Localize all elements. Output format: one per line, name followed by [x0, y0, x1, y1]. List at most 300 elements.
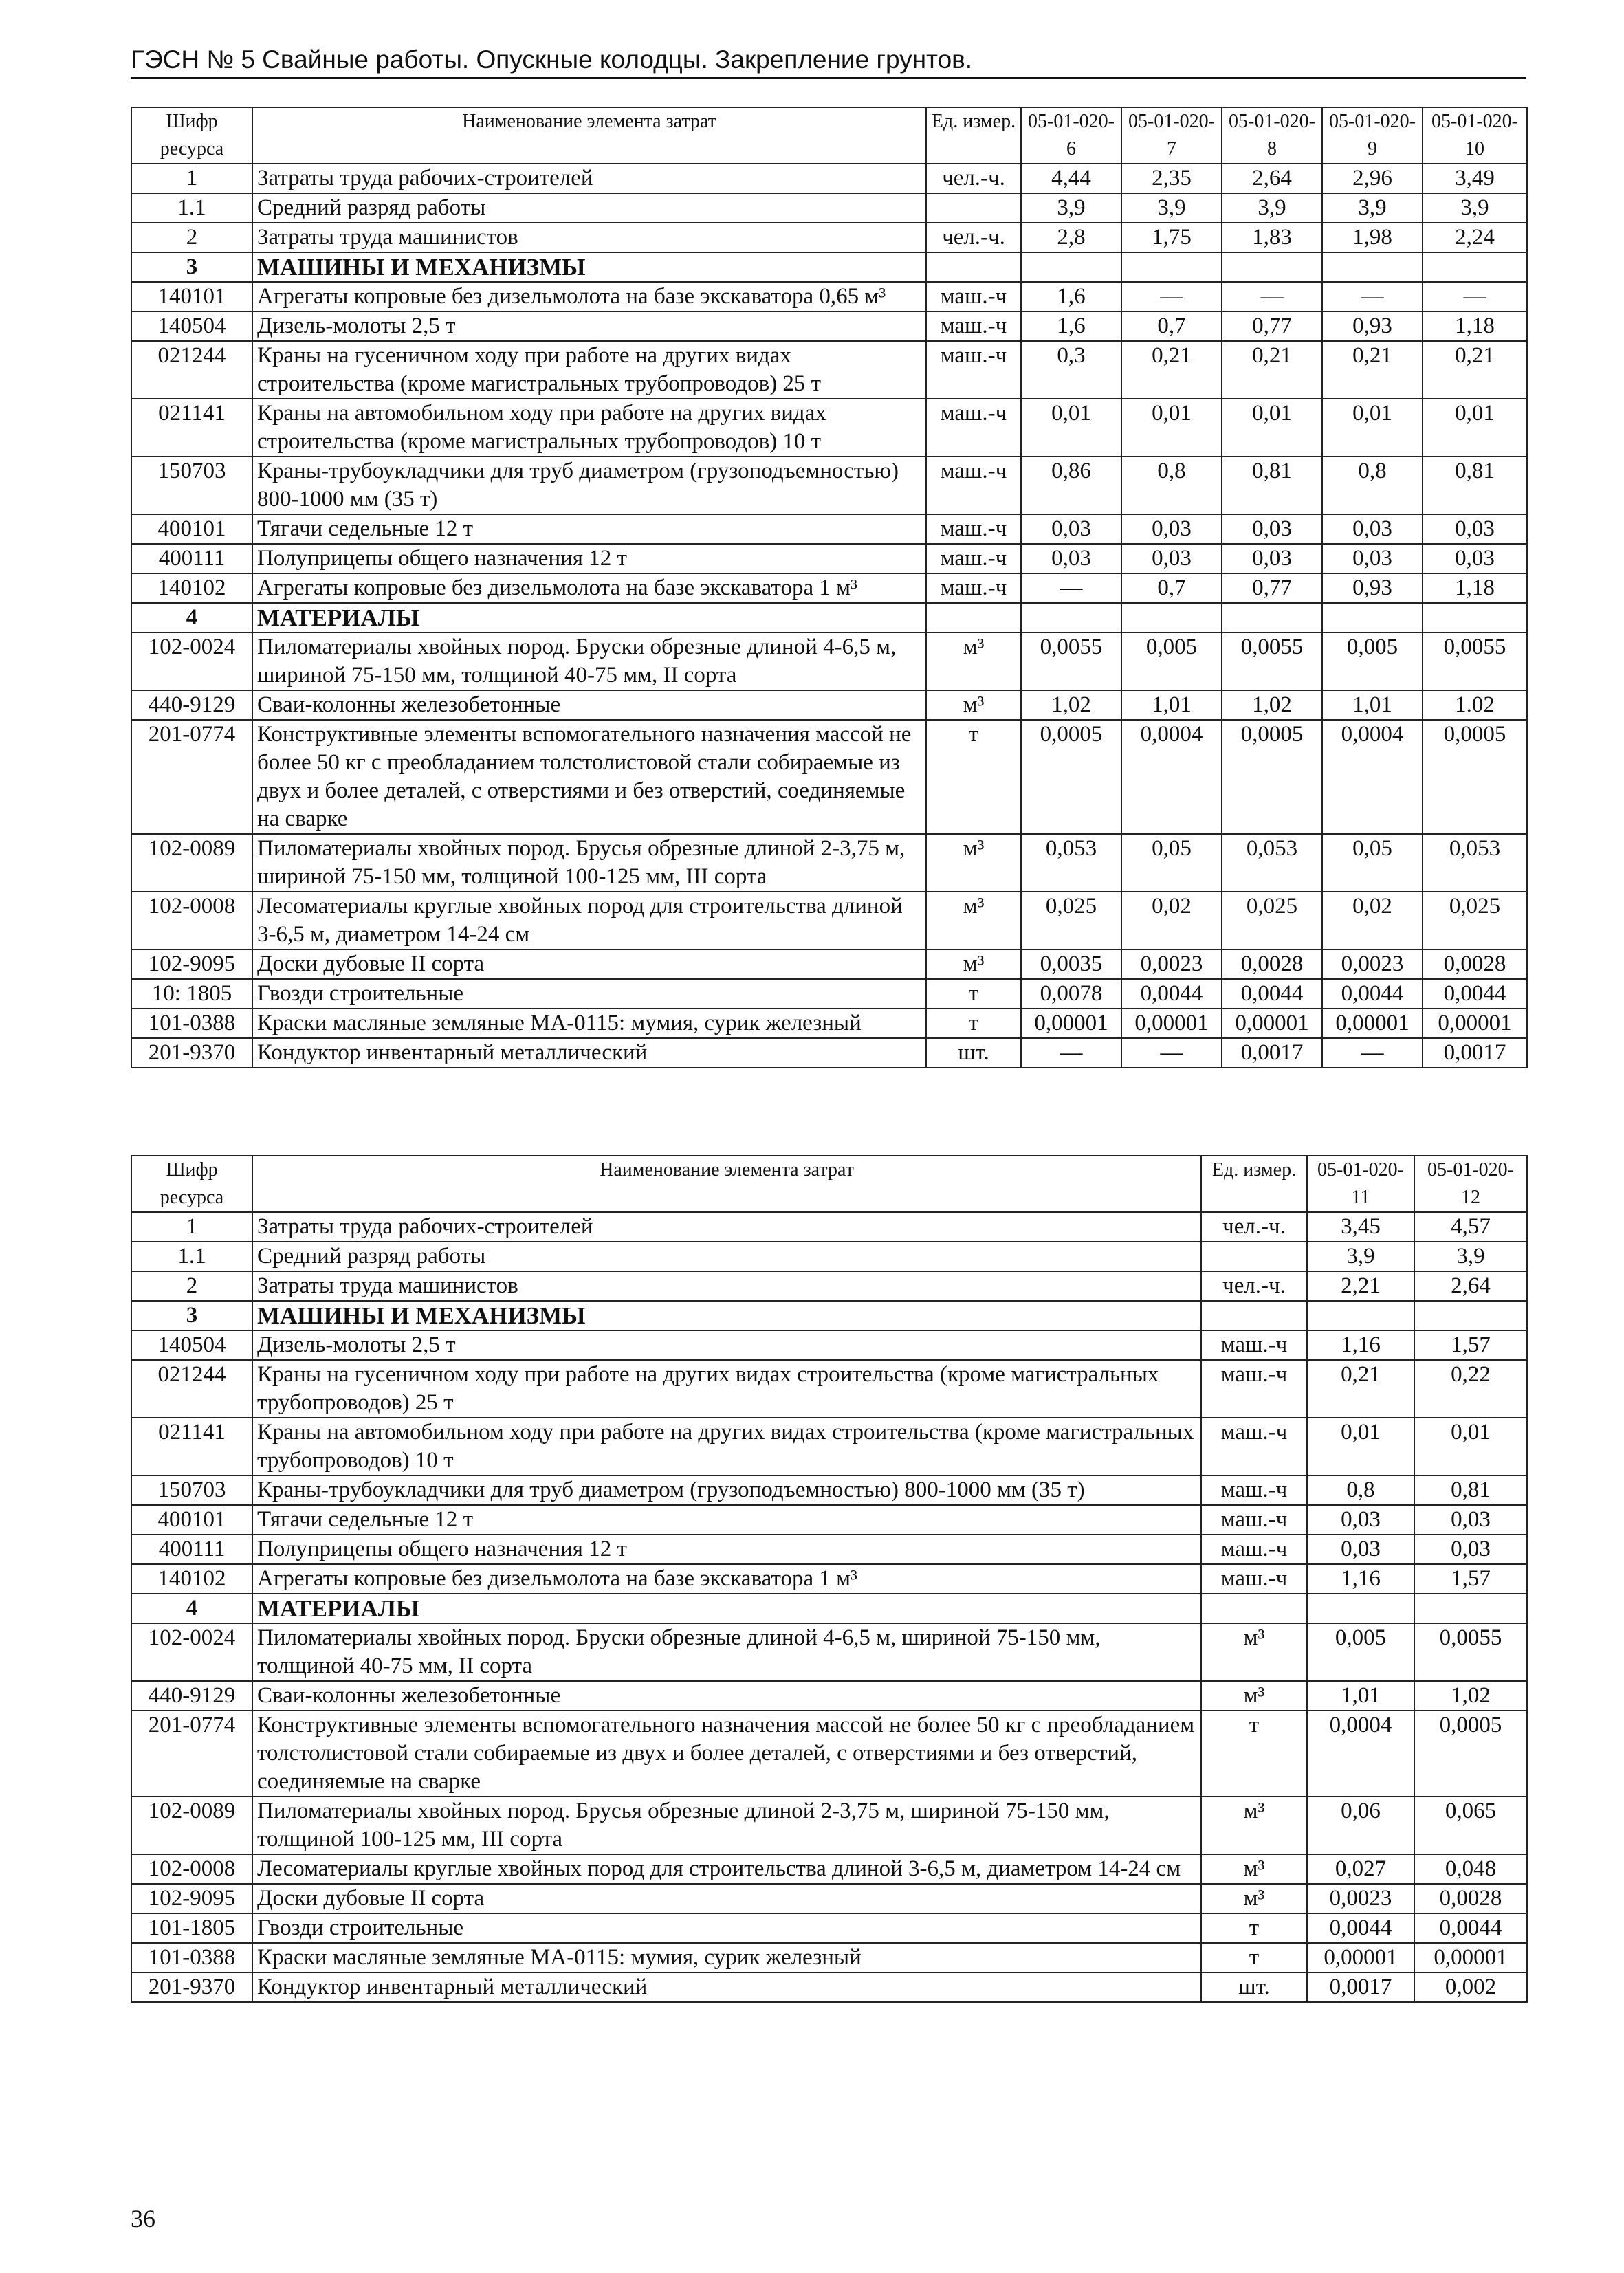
value-cell: 0,0028	[1414, 1884, 1527, 1913]
resource-code: 400111	[131, 1535, 252, 1564]
value-cell: 0,01	[1222, 399, 1322, 457]
resource-code: 102-0089	[131, 1797, 252, 1854]
unit-cell: маш.-ч	[926, 544, 1021, 573]
resource-code: 400101	[131, 1505, 252, 1535]
resource-code: 140504	[131, 1330, 252, 1360]
header-code: Шифр ресурса	[131, 1156, 252, 1212]
resource-code: 021141	[131, 399, 252, 457]
unit-cell: маш.-ч	[1201, 1330, 1307, 1360]
value-cell: 0,00001	[1423, 1009, 1527, 1038]
value-cell: 0,7	[1121, 311, 1222, 341]
value-cell: 0,0023	[1307, 1884, 1414, 1913]
resource-code: 1	[131, 164, 252, 193]
value-cell: 0,03	[1222, 514, 1322, 544]
value-cell: 0,3	[1021, 341, 1121, 399]
value-cell: 0,93	[1322, 311, 1423, 341]
resource-code: 102-0024	[131, 1623, 252, 1681]
cost-item-name: Доски дубовые II сорта	[252, 1884, 1201, 1913]
table-row	[131, 1418, 1527, 1475]
resource-code: 021244	[131, 1360, 252, 1418]
table-row	[131, 834, 1527, 892]
cost-item-name: Пиломатериалы хвойных пород. Брусья обрезные длиной 2-3,75 м, шириной 75-150 мм, толщиной 100-125 мм, III сорта	[252, 1797, 1201, 1854]
table-row	[131, 979, 1527, 1009]
value-cell: 0,01	[1423, 399, 1527, 457]
unit-cell: маш.-ч	[1201, 1535, 1307, 1564]
unit-cell: м³	[926, 949, 1021, 979]
value-cell: 1,01	[1307, 1681, 1414, 1711]
value-cell: 0,03	[1222, 544, 1322, 573]
value-cell: 4,57	[1414, 1212, 1527, 1242]
unit-cell: маш.-ч	[1201, 1475, 1307, 1505]
value-cell: 0,0005	[1414, 1711, 1527, 1797]
value-cell: 0,21	[1307, 1360, 1414, 1418]
table-row	[131, 1038, 1527, 1068]
value-cell: 0,0044	[1414, 1913, 1527, 1943]
unit-cell: м³	[1201, 1854, 1307, 1884]
value-cell: 0,0023	[1121, 949, 1222, 979]
table-row	[131, 1212, 1527, 1242]
unit-cell: т	[1201, 1913, 1307, 1943]
value-cell: 0,01	[1021, 399, 1121, 457]
cost-item-name: Тягачи седельные 12 т	[252, 514, 926, 544]
table-row	[131, 1854, 1527, 1884]
resource-code: 150703	[131, 1475, 252, 1505]
unit-cell: т	[1201, 1943, 1307, 1973]
value-cell: 1,75	[1121, 223, 1222, 252]
resource-code: 3	[131, 1301, 252, 1330]
table-row	[131, 949, 1527, 979]
value-cell: 0,0028	[1423, 949, 1527, 979]
cost-item-name: Гвозди строительные	[252, 1913, 1201, 1943]
cost-item-name: Доски дубовые II сорта	[252, 949, 926, 979]
value-cell: 0,8	[1322, 457, 1423, 514]
resource-code: 201-0774	[131, 720, 252, 834]
value-cell: 0,0055	[1414, 1623, 1527, 1681]
cost-item-name: Кондуктор инвентарный металлический	[252, 1038, 926, 1068]
value-cell: 3,9	[1021, 193, 1121, 223]
unit-cell: чел.-ч.	[1201, 1271, 1307, 1301]
header-col: 05-01-020-7	[1121, 107, 1222, 164]
value-cell: 1,18	[1423, 573, 1527, 603]
value-cell: 0,03	[1121, 544, 1222, 573]
table-row	[131, 1475, 1527, 1505]
resource-code: 102-0089	[131, 834, 252, 892]
table-row	[131, 603, 1527, 633]
value-cell: 1,6	[1021, 282, 1121, 311]
cost-item-name: МАТЕРИАЛЫ	[252, 1594, 1201, 1623]
value-cell: 0,0005	[1423, 720, 1527, 834]
table-row	[131, 544, 1527, 573]
value-cell: 0,06	[1307, 1797, 1414, 1854]
header-name: Наименование элемента затрат	[252, 107, 926, 164]
unit-cell: чел.-ч.	[926, 164, 1021, 193]
value-cell: 0,01	[1307, 1418, 1414, 1475]
resource-code: 2	[131, 1271, 252, 1301]
value-cell	[1414, 1594, 1527, 1623]
value-cell: 1,02	[1414, 1681, 1527, 1711]
value-cell: 0,0055	[1222, 633, 1322, 690]
cost-item-name: Затраты труда рабочих-строителей	[252, 164, 926, 193]
unit-cell: м³	[926, 633, 1021, 690]
value-cell: 0,81	[1414, 1475, 1527, 1505]
resource-code: 1	[131, 1212, 252, 1242]
resource-code: 150703	[131, 457, 252, 514]
value-cell: 0,0044	[1307, 1913, 1414, 1943]
table-row	[131, 1623, 1527, 1681]
cost-item-name: Краски масляные земляные МА-0115: мумия, сурик железный	[252, 1943, 1201, 1973]
table-row	[131, 1301, 1527, 1330]
table-row	[131, 720, 1527, 834]
value-cell: 2,21	[1307, 1271, 1414, 1301]
value-cell: 0,0035	[1021, 949, 1121, 979]
unit-cell: м³	[1201, 1884, 1307, 1913]
value-cell: —	[1121, 282, 1222, 311]
value-cell: 3,9	[1307, 1242, 1414, 1271]
table-row	[131, 341, 1527, 399]
unit-cell: маш.-ч	[1201, 1564, 1307, 1594]
resource-code: 2	[131, 223, 252, 252]
value-cell: 0,00001	[1121, 1009, 1222, 1038]
value-cell: 1,01	[1322, 690, 1423, 720]
unit-cell: чел.-ч.	[926, 223, 1021, 252]
value-cell: 0,86	[1021, 457, 1121, 514]
unit-cell	[926, 252, 1021, 282]
value-cell: 0,025	[1021, 892, 1121, 949]
cost-item-name: Краны на автомобильном ходу при работе на других видах строительства (кроме магистральных трубопроводов) 10 т	[252, 1418, 1201, 1475]
unit-cell: т	[926, 720, 1021, 834]
value-cell: 0,03	[1021, 544, 1121, 573]
value-cell: 0,01	[1414, 1418, 1527, 1475]
cost-item-name: Сваи-колонны железобетонные	[252, 690, 926, 720]
cost-item-name: МАТЕРИАЛЫ	[252, 603, 926, 633]
value-cell: 0,21	[1222, 341, 1322, 399]
value-cell: 0,025	[1423, 892, 1527, 949]
value-cell: 0,0044	[1322, 979, 1423, 1009]
value-cell: 3,49	[1423, 164, 1527, 193]
value-cell: 1,98	[1322, 223, 1423, 252]
table-row	[131, 457, 1527, 514]
value-cell: 0,0005	[1222, 720, 1322, 834]
value-cell: 0,05	[1322, 834, 1423, 892]
value-cell: 0,0004	[1307, 1711, 1414, 1797]
unit-cell: маш.-ч	[926, 399, 1021, 457]
resource-code: 4	[131, 603, 252, 633]
cost-item-name: Агрегаты копровые без дизельмолота на базе экскаватора 1 м³	[252, 573, 926, 603]
value-cell: 0,03	[1423, 544, 1527, 573]
unit-cell: маш.-ч	[926, 514, 1021, 544]
table-row	[131, 1242, 1527, 1271]
header-col: 05-01-020-11	[1307, 1156, 1414, 1212]
table-row	[131, 1271, 1527, 1301]
value-cell: 0,053	[1222, 834, 1322, 892]
unit-cell: маш.-ч	[926, 282, 1021, 311]
value-cell: 0,0005	[1021, 720, 1121, 834]
table-row	[131, 1797, 1527, 1854]
value-cell: 1,18	[1423, 311, 1527, 341]
resource-code: 3	[131, 252, 252, 282]
value-cell: 3,9	[1322, 193, 1423, 223]
table-row	[131, 399, 1527, 457]
value-cell: 1,57	[1414, 1330, 1527, 1360]
unit-cell	[1201, 1242, 1307, 1271]
value-cell: 0,0055	[1021, 633, 1121, 690]
resource-code: 440-9129	[131, 1681, 252, 1711]
value-cell: 0,053	[1423, 834, 1527, 892]
header-col: 05-01-020-6	[1021, 107, 1121, 164]
value-cell: 1,57	[1414, 1564, 1527, 1594]
resource-code: 10: 1805	[131, 979, 252, 1009]
value-cell	[1222, 603, 1322, 633]
table-row	[131, 1594, 1527, 1623]
value-cell: —	[1222, 282, 1322, 311]
value-cell: 0,00001	[1322, 1009, 1423, 1038]
unit-cell: маш.-ч	[926, 573, 1021, 603]
value-cell: 0,21	[1423, 341, 1527, 399]
value-cell: 0,01	[1322, 399, 1423, 457]
value-cell: 0,053	[1021, 834, 1121, 892]
value-cell: 0,03	[1414, 1505, 1527, 1535]
table-row	[131, 1711, 1527, 1797]
resource-code: 140504	[131, 311, 252, 341]
value-cell: 0,21	[1121, 341, 1222, 399]
cost-item-name: Пиломатериалы хвойных пород. Бруски обрезные длиной 4-6,5 м, шириной 75-150 мм, толщиной 40-75 мм, II сорта	[252, 1623, 1201, 1681]
resource-code: 201-9370	[131, 1973, 252, 2002]
cost-item-name: Полуприцепы общего назначения 12 т	[252, 544, 926, 573]
value-cell: 0,00001	[1222, 1009, 1322, 1038]
value-cell: 0,03	[1021, 514, 1121, 544]
cost-item-name: Агрегаты копровые без дизельмолота на базе экскаватора 0,65 м³	[252, 282, 926, 311]
value-cell: 0,03	[1121, 514, 1222, 544]
table-header-row	[131, 107, 1527, 164]
value-cell: 1,6	[1021, 311, 1121, 341]
header-col: 05-01-020-12	[1414, 1156, 1527, 1212]
value-cell: 0,005	[1307, 1623, 1414, 1681]
value-cell: 0,0017	[1423, 1038, 1527, 1068]
norms-table-2	[131, 1155, 1528, 2003]
cost-item-name: Краны-трубоукладчики для труб диаметром (грузоподъемностью) 800-1000 мм (35 т)	[252, 457, 926, 514]
value-cell: 0,0004	[1322, 720, 1423, 834]
unit-cell: маш.-ч	[1201, 1418, 1307, 1475]
cost-item-name: Лесоматериалы круглые хвойных пород для строительства длиной 3-6,5 м, диаметром 14-24 см	[252, 892, 926, 949]
cost-item-name: МАШИНЫ И МЕХАНИЗМЫ	[252, 252, 926, 282]
cost-item-name: Краны на гусеничном ходу при работе на других видах строительства (кроме магистральных трубопроводов) 25 т	[252, 341, 926, 399]
page-header: ГЭСН № 5 Свайные работы. Опускные колодцы. Закрепление грунтов.	[131, 44, 1526, 79]
table-row	[131, 892, 1527, 949]
value-cell: 0,8	[1307, 1475, 1414, 1505]
cost-item-name: Дизель-молоты 2,5 т	[252, 1330, 1201, 1360]
value-cell	[1414, 1301, 1527, 1330]
table-row	[131, 223, 1527, 252]
table-row	[131, 514, 1527, 544]
value-cell: 3,9	[1423, 193, 1527, 223]
resource-code: 102-9095	[131, 949, 252, 979]
cost-item-name: Пиломатериалы хвойных пород. Брусья обрезные длиной 2-3,75 м, шириной 75-150 мм, толщиной 100-125 мм, III сорта	[252, 834, 926, 892]
cost-item-name: Конструктивные элементы вспомогательного назначения массой не более 50 кг с преобладанием толстолистовой стали собираемые из двух и более деталей, с отверстиями и без отверстий, соединяемые на сварке	[252, 720, 926, 834]
cost-item-name: Затраты труда машинистов	[252, 1271, 1201, 1301]
table-row	[131, 164, 1527, 193]
value-cell: 0,22	[1414, 1360, 1527, 1418]
table-row	[131, 282, 1527, 311]
table-row	[131, 633, 1527, 690]
value-cell: 0,03	[1322, 514, 1423, 544]
value-cell: 0,02	[1322, 892, 1423, 949]
unit-cell: шт.	[1201, 1973, 1307, 2002]
resource-code: 1.1	[131, 193, 252, 223]
cost-item-name: Средний разряд работы	[252, 193, 926, 223]
unit-cell: шт.	[926, 1038, 1021, 1068]
value-cell: 0,027	[1307, 1854, 1414, 1884]
value-cell: 1,16	[1307, 1564, 1414, 1594]
value-cell: 2,96	[1322, 164, 1423, 193]
cost-item-name: Пиломатериалы хвойных пород. Бруски обрезные длиной 4-6,5 м, шириной 75-150 мм, толщиной 40-75 мм, II сорта	[252, 633, 926, 690]
resource-code: 400111	[131, 544, 252, 573]
cost-item-name: МАШИНЫ И МЕХАНИЗМЫ	[252, 1301, 1201, 1330]
page-number: 36	[131, 2205, 155, 2232]
value-cell: —	[1322, 1038, 1423, 1068]
unit-cell: маш.-ч	[926, 311, 1021, 341]
value-cell	[1121, 603, 1222, 633]
value-cell: 0,03	[1307, 1535, 1414, 1564]
table-row	[131, 1913, 1527, 1943]
value-cell	[1021, 603, 1121, 633]
table-row	[131, 1330, 1527, 1360]
table-row	[131, 1505, 1527, 1535]
resource-code: 101-1805	[131, 1913, 252, 1943]
value-cell	[1423, 252, 1527, 282]
cost-item-name: Краны на автомобильном ходу при работе на других видах строительства (кроме магистральных трубопроводов) 10 т	[252, 399, 926, 457]
resource-code: 201-9370	[131, 1038, 252, 1068]
value-cell: 0,0017	[1222, 1038, 1322, 1068]
value-cell: 0,002	[1414, 1973, 1527, 2002]
value-cell: 0,03	[1307, 1505, 1414, 1535]
value-cell: 0,0044	[1121, 979, 1222, 1009]
resource-code: 101-0388	[131, 1943, 252, 1973]
value-cell: 0,03	[1322, 544, 1423, 573]
value-cell: 0,048	[1414, 1854, 1527, 1884]
resource-code: 102-9095	[131, 1884, 252, 1913]
resource-code: 4	[131, 1594, 252, 1623]
cost-item-name: Полуприцепы общего назначения 12 т	[252, 1535, 1201, 1564]
unit-cell: маш.-ч	[926, 341, 1021, 399]
header-col: 05-01-020-10	[1423, 107, 1527, 164]
value-cell: 0,0055	[1423, 633, 1527, 690]
value-cell: 0,02	[1121, 892, 1222, 949]
value-cell	[1423, 603, 1527, 633]
value-cell: 0,025	[1222, 892, 1322, 949]
value-cell: 1,02	[1021, 690, 1121, 720]
table-row	[131, 1973, 1527, 2002]
value-cell	[1307, 1301, 1414, 1330]
unit-cell	[1201, 1594, 1307, 1623]
unit-cell	[1201, 1301, 1307, 1330]
resource-code: 201-0774	[131, 1711, 252, 1797]
resource-code: 101-0388	[131, 1009, 252, 1038]
unit-cell: м³	[1201, 1681, 1307, 1711]
value-cell: 2,64	[1222, 164, 1322, 193]
value-cell: 0,0023	[1322, 949, 1423, 979]
table-row	[131, 573, 1527, 603]
value-cell: 3,9	[1222, 193, 1322, 223]
value-cell: 0,7	[1121, 573, 1222, 603]
header-unit: Ед. измер.	[1201, 1156, 1307, 1212]
unit-cell	[926, 603, 1021, 633]
header-unit: Ед. измер.	[926, 107, 1021, 164]
value-cell: 2,24	[1423, 223, 1527, 252]
value-cell	[1121, 252, 1222, 282]
unit-cell: м³	[1201, 1797, 1307, 1854]
unit-cell: т	[1201, 1711, 1307, 1797]
value-cell: 0,93	[1322, 573, 1423, 603]
value-cell: 0,005	[1322, 633, 1423, 690]
table-row	[131, 1360, 1527, 1418]
value-cell: 0,0004	[1121, 720, 1222, 834]
value-cell: 3,9	[1121, 193, 1222, 223]
value-cell	[1021, 252, 1121, 282]
table-row	[131, 1943, 1527, 1973]
unit-cell: маш.-ч	[926, 457, 1021, 514]
value-cell: —	[1021, 573, 1121, 603]
table-row	[131, 1681, 1527, 1711]
table-row	[131, 1564, 1527, 1594]
table-row	[131, 1009, 1527, 1038]
table-row	[131, 311, 1527, 341]
value-cell: 0,77	[1222, 311, 1322, 341]
resource-code: 440-9129	[131, 690, 252, 720]
value-cell: 1,16	[1307, 1330, 1414, 1360]
value-cell: 2,35	[1121, 164, 1222, 193]
value-cell: 3,9	[1414, 1242, 1527, 1271]
unit-cell: маш.-ч	[1201, 1505, 1307, 1535]
cost-item-name: Тягачи седельные 12 т	[252, 1505, 1201, 1535]
value-cell: 0,81	[1423, 457, 1527, 514]
cost-item-name: Краны-трубоукладчики для труб диаметром (грузоподъемностью) 800-1000 мм (35 т)	[252, 1475, 1201, 1505]
value-cell: 0,00001	[1307, 1943, 1414, 1973]
table-row	[131, 690, 1527, 720]
value-cell: 0,0028	[1222, 949, 1322, 979]
table-row	[131, 193, 1527, 223]
value-cell	[1222, 252, 1322, 282]
value-cell: 2,8	[1021, 223, 1121, 252]
value-cell: 0,05	[1121, 834, 1222, 892]
value-cell	[1307, 1594, 1414, 1623]
cost-item-name: Конструктивные элементы вспомогательного назначения массой не более 50 кг с преобладанием толстолистовой стали собираемые из двух и более деталей, с отверстиями и без отверстий, соединяемые на сварке	[252, 1711, 1201, 1797]
resource-code: 021244	[131, 341, 252, 399]
resource-code: 102-0024	[131, 633, 252, 690]
value-cell	[1322, 252, 1423, 282]
unit-cell: т	[926, 1009, 1021, 1038]
resource-code: 1.1	[131, 1242, 252, 1271]
cost-item-name: Краны на гусеничном ходу при работе на других видах строительства (кроме магистральных трубопроводов) 25 т	[252, 1360, 1201, 1418]
value-cell: 0,00001	[1021, 1009, 1121, 1038]
value-cell: 0,0078	[1021, 979, 1121, 1009]
norms-table-1	[131, 107, 1528, 1068]
header-col: 05-01-020-8	[1222, 107, 1322, 164]
cost-item-name: Краски масляные земляные МА-0115: мумия, сурик железный	[252, 1009, 926, 1038]
value-cell: 0,065	[1414, 1797, 1527, 1854]
table-header-row	[131, 1156, 1527, 1212]
unit-cell: м³	[1201, 1623, 1307, 1681]
value-cell: 0,0044	[1423, 979, 1527, 1009]
value-cell: —	[1021, 1038, 1121, 1068]
value-cell: 0,005	[1121, 633, 1222, 690]
value-cell: —	[1423, 282, 1527, 311]
header-code: Шифр ресурса	[131, 107, 252, 164]
header-col: 05-01-020-9	[1322, 107, 1423, 164]
value-cell	[1322, 603, 1423, 633]
value-cell: 0,81	[1222, 457, 1322, 514]
cost-item-name: Дизель-молоты 2,5 т	[252, 311, 926, 341]
unit-cell: чел.-ч.	[1201, 1212, 1307, 1242]
